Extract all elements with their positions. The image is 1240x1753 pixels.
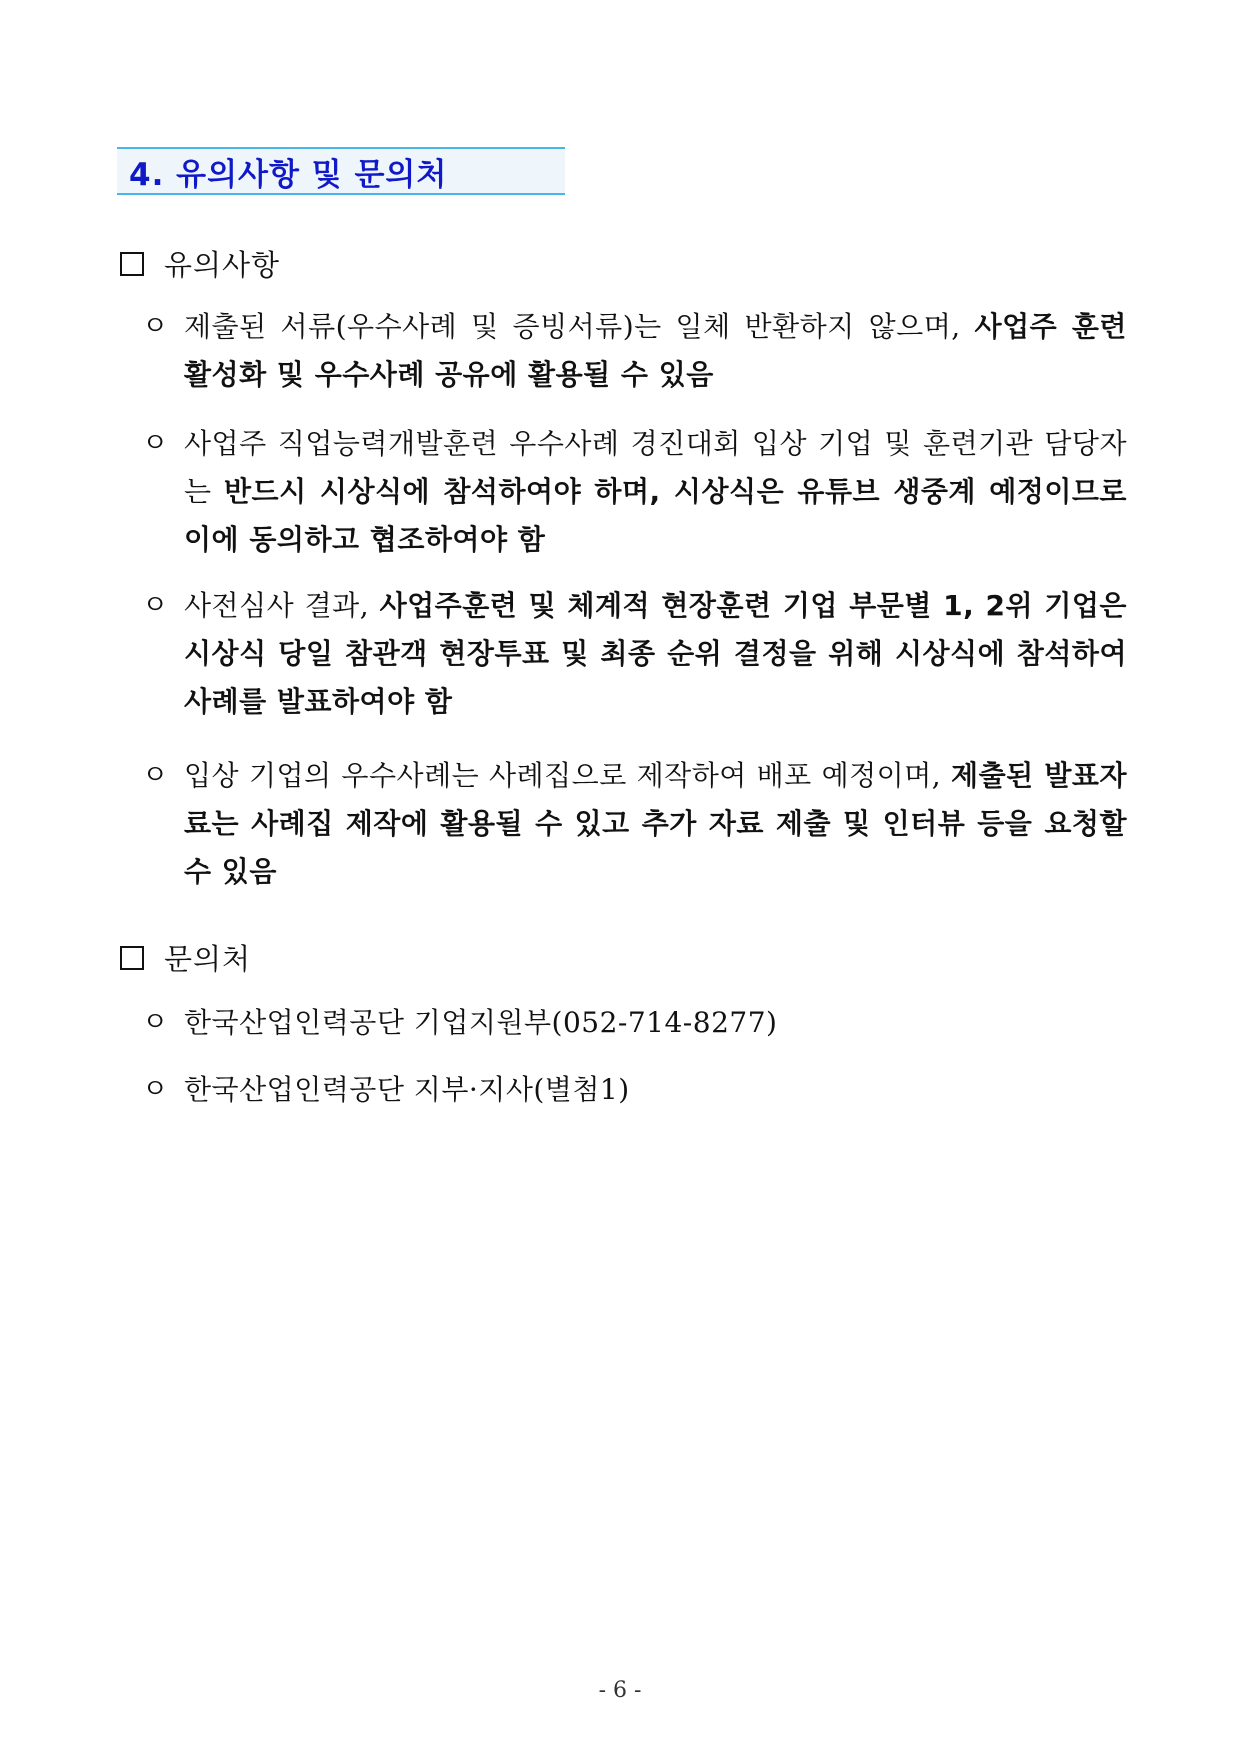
note-text xyxy=(184,303,1127,399)
note-item xyxy=(142,582,1127,726)
square-box-icon xyxy=(120,252,144,276)
contact-item xyxy=(142,1003,1127,1043)
note-normal-text: 제출된 서류(우수사례 및 증빙서류)는 일체 반환하지 않으며, xyxy=(184,310,975,343)
section-title: 4. 유의사항 및 문의처 xyxy=(129,156,448,193)
note-item xyxy=(142,303,1127,399)
note-text xyxy=(184,752,1127,896)
contact-text: 한국산업인력공단 기업지원부(052-714-8277) xyxy=(184,1006,778,1039)
notes-heading xyxy=(120,243,280,284)
note-text xyxy=(184,420,1127,564)
note-text xyxy=(184,582,1127,726)
contact-text: 한국산업인력공단 지부·지사(별첨1) xyxy=(184,1073,630,1106)
note-item xyxy=(142,420,1127,564)
bullet-circle-icon: ㅇ xyxy=(142,760,169,791)
contacts-heading xyxy=(120,937,251,978)
bullet-circle-icon: ㅇ xyxy=(142,428,169,459)
note-item xyxy=(142,752,1127,896)
notes-heading-label: 유의사항 xyxy=(164,248,281,282)
bullet-circle-icon: ㅇ xyxy=(142,1074,169,1105)
note-bold-text: 반드시 시상식에 참석하여야 하며, 시상식은 유튜브 생중계 예정이므로 이에 동의하고 협조하여야 함 xyxy=(184,475,1127,556)
note-normal-text: 입상 기업의 우수사례는 사례집으로 제작하여 배포 예정이며, xyxy=(184,759,952,792)
note-bold-text: 제출된 발표자료는 사례집 제작에 활용될 수 있고 추가 자료 제출 및 인터뷰 등을 요청할 수 있음 xyxy=(184,759,1127,888)
bullet-circle-icon: ㅇ xyxy=(142,590,169,621)
section-header xyxy=(117,147,565,195)
bullet-circle-icon: ㅇ xyxy=(142,311,169,342)
note-normal-text: 사업주 직업능력개발훈련 우수사례 경진대회 입상 기업 및 훈련기관 담당자는 xyxy=(184,427,1127,508)
note-normal-text: 사전심사 결과, xyxy=(184,589,380,622)
contact-item xyxy=(142,1070,1127,1110)
bullet-circle-icon: ㅇ xyxy=(142,1007,169,1038)
square-box-icon xyxy=(120,946,144,970)
note-bold-text: 사업주훈련 및 체계적 현장훈련 기업 부문별 1, 2위 기업은 시상식 당일 참관객 현장투표 및 최종 순위 결정을 위해 시상식에 참석하여 사례를 발표하여야 함 xyxy=(184,589,1127,718)
note-bold-text: 사업주 훈련 활성화 및 우수사례 공유에 활용될 수 있음 xyxy=(184,310,1127,391)
contacts-heading-label: 문의처 xyxy=(164,942,252,976)
page-number: - 6 - xyxy=(598,1678,642,1703)
